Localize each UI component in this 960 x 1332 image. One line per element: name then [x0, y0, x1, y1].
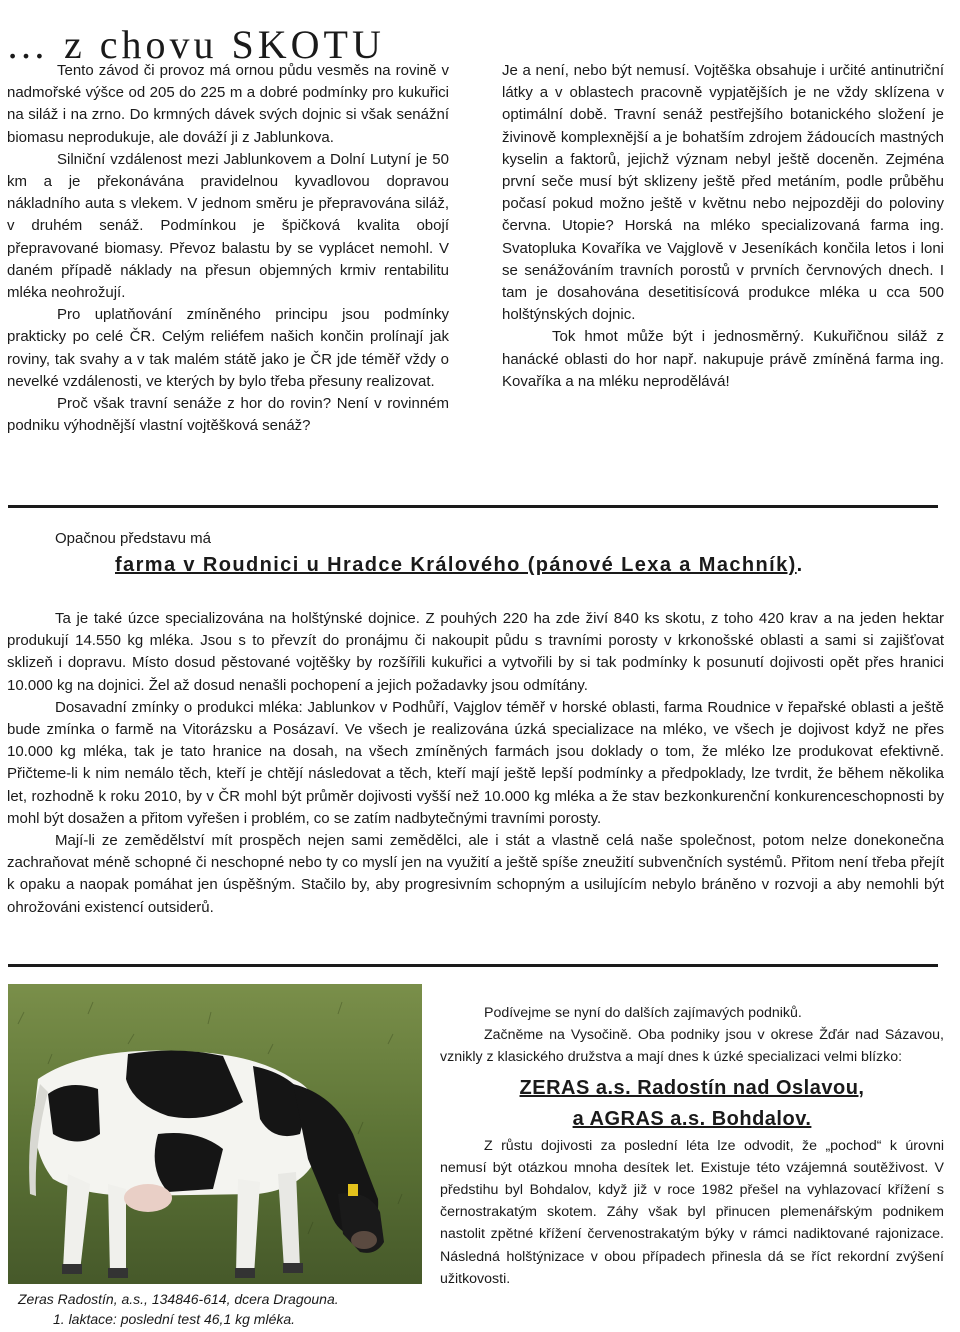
middle-text: [7, 608, 944, 919]
bottom-paragraph-2: Začněme na Vysočině. Oba podniky jsou v okrese Žďár nad Sázavou, vznikly z klasického družstva a mají dnes k úzké specializaci velmi blízko:: [440, 1027, 944, 1066]
farm-heading: [115, 554, 804, 577]
page-title: … z chovu SKOTU: [6, 21, 385, 67]
middle-paragraph-3: Mají-li ze zemědělství mít prospěch nejen sami zemědělci, ale i stát a vlastně celá naše společnost, potom nelze donekonečna zachraňovat méně schopné či neschopné nebo ty co myslí jen na využití a ještě spíše zneužití subvenčních systémů. Přitom není třeba přejít k opaku a naopak pomáhat jen úspěšným. Stačilo by, aby progresivním schopným a usilujícím nebylo bráněno v rozvoji a aby nemohli být ohrožováni existencí outsiderů.: [7, 832, 944, 916]
middle-paragraph-1: Ta je také úzce specializována na holštýnské dojnice. Z pouhých 220 ha zde živí 840 ks skotu, z toho 420 krav a na jeden hektar produkují 14.550 kg mléka. Jsou s to převzít do pronájmu či nakoupit půdu s travními porosty v krkonošské oblasti a sami si zajišťovat sklizeň i dopravu. Místo dosud pěstované vojtěšky by rozšířili kukuřici a vytvořili by si tak podmínky k posunutí dojivosti opět přes hranici 10.000 kg na dojnici. Žel až dosud nenašli pochopení a jejich požadavky jsou odmítány.: [7, 610, 944, 694]
left-paragraph-1: Tento závod či provoz má ornou půdu vesměs na rovině v nadmořské výšce od 205 do 225 m a dobré podmínky pro kukuřici na siláž i na zrno. Do krmných dávek svých dojnic si však senážní biomasu neprodukuje, ale dováží ji z Jablunkova.: [7, 62, 449, 146]
left-column: [7, 60, 449, 437]
bottom-paragraph-1: Podívejme se nyní do dalších zajímavých podniků.: [484, 1005, 802, 1021]
left-paragraph-3: Pro uplatňování zmíněného principu jsou podmínky prakticky po celé ČR. Celým reliéfem našich končin prolínají jak roviny, tak svahy a v tak malém státě jako je ČR jde téměř vždy o nevelké vzdálenosti, ve kterých by bylo třeba přesuny realizovat.: [7, 306, 449, 390]
bottom-paragraph-3: Z růstu dojivosti za poslední léta lze odvodit, že „pochod“ k úrovni nemusí být otázkou mnoha desítek let. Existuje této vzájemná soutěživost. V předstihu byl Bohdalov, když již v roce 1982 přešel na vyhlazovací křížení s černostrakatým skotem. Záhy však byl přinucen plemenářským podnikem nastolit zpětné křížení červenostrakatým býky v rámci nadiktované rajonizace. Následná holštýnizace v obou případech přinesla dá se říct rekordní zvýšení užitkovosti.: [440, 1137, 944, 1287]
farm-heading-period: .: [796, 554, 804, 576]
caption-line-1: Zeras Radostín, a.s., 134846-614, dcera Dragouna.: [18, 1291, 339, 1307]
photo-caption: [18, 1289, 418, 1329]
right-paragraph-1: Je a není, nebo být nemusí. Vojtěška obsahuje i určité antinutriční látky a v oblastech pracovně vypjatějších je ne vždy sklízena v optimální době. Travní senáž pestřejšího botanického složení je živinově komplexnější a je bohatším zdrojem žádoucích mastných kyselin a faktorů, jejichž význam nebyl ještě doceněn. Zejména první seče musí být sklizeny ještě před metáním, podle průběhu počasí pokud možno ještě v květnu nebo nejpozději do poloviny června. Utopie? Horská na mléko specializovaná farma ing. Svatopluka Kovaříka ve Vajglově v Jeseníkách končila letos i loni se senážováním travních porostů v prvních červnových dnech. I tam je dosahována desetitisícová produkce mléka u cca 500 holštýnských dojnic.: [502, 62, 944, 324]
company-heading-2: [440, 1104, 944, 1135]
left-paragraph-4: Proč však travní senáže z hor do rovin? Není v rovinném podniku výhodnější vlastní vojtěšková senáž?: [7, 395, 449, 435]
right-paragraph-2: Tok hmot může být i jednosměrný. Kukuřičnou siláž z hanácké oblasti do hor např. nakupuje právě zmíněná farma ing. Kovaříka a na mléku neprodělává!: [502, 328, 944, 390]
farm-heading-text: farma v Roudnici u Hradce Králového (pánové Lexa a Machník): [115, 554, 797, 576]
bottom-right-text: [440, 1002, 944, 1290]
middle-paragraph-2: Dosavadní zmínky o produkci mléka: Jablunkov v Podhůří, Vajglov téměř v horské oblasti, farma Roudnice v řepařské oblasti a ještě bude zmínka o farmě na Vitorázsku a Posázaví. Ve všech je realizována úzká specializace na mléko, ve všech je dojivost když ne přes 10.000 kg mléka, tak je tato hranice na dosah, na všech zmíněných farmách jsou doklady o tom, že mléko lze produkovat efektivně. Přičteme-li k nim nemálo těch, kteří je chtějí následovat a těch, kteří mají ještě lepší podmínky a předpoklady, lze tvrdit, že během několika let, rozhodně k roku 2010, by v ČR mohl být průměr dojivosti vyšší než 10.000 kg mléka a že stav bezkonkurenční konkurenceschopnosti by mohl být dosažen a přitom vyřešen i problém, co se zatím nadbytečnými travními porosty.: [7, 698, 944, 827]
company-heading-1: [440, 1073, 944, 1104]
caption-line-2: 1. laktace: poslední test 46,1 kg mléka.: [53, 1311, 296, 1327]
cow-photo: [8, 984, 422, 1328]
section-divider: [8, 505, 938, 508]
left-paragraph-2: Silniční vzdálenost mezi Jablunkovem a Dolní Lutyní je 50 km a je překonávána pravidelnou kyvadlovou dopravou nákladního auta s vlekem. V jednom směru je přepravována siláž, v druhém senáž. Podmínkou je špičková kvalita obojí přepravované biomasy. Převoz balastu by se vyplácet nemohl. V daném případě náklady na přesun objemných krmiv rentabilitu mléka neohrožují.: [7, 150, 449, 302]
company-heading-2-text: a AGRAS a.s. Bohdalov.: [572, 1107, 812, 1130]
right-column: [502, 60, 944, 393]
section-divider: [8, 964, 938, 967]
company-heading-1-text: ZERAS a.s. Radostín nad Oslavou,: [519, 1076, 865, 1099]
section-intro: Opačnou představu má: [55, 530, 211, 547]
